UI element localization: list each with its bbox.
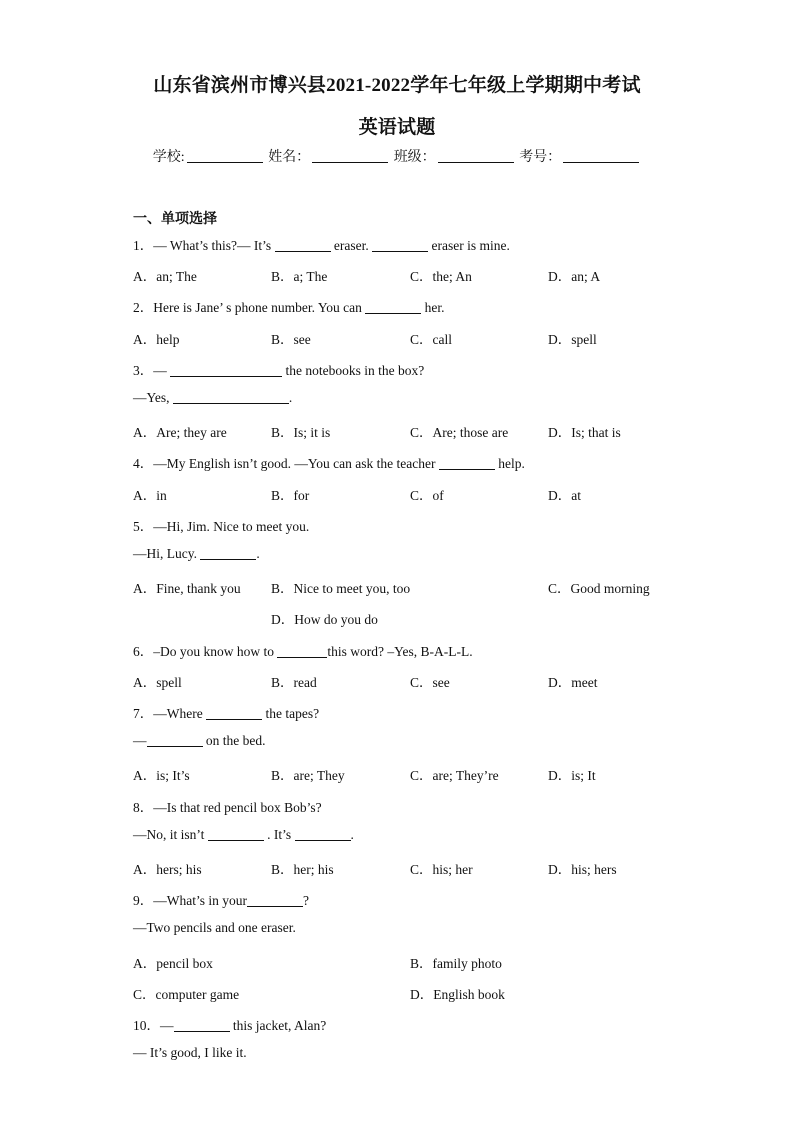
q1-option-d[interactable]: D．an; A (548, 269, 601, 284)
stem-text: this word? –Yes, B-A-L-L. (327, 644, 473, 659)
exam-number-blank[interactable] (563, 148, 639, 163)
q6-option-c[interactable]: C．see (410, 675, 450, 690)
q3-option-c[interactable]: C．Are; those are (410, 425, 509, 440)
question-5-stem: 5．—Hi, Jim. Nice to meet you. (133, 519, 310, 534)
question-9-stem (133, 889, 309, 909)
stem-text: —No, it isn’t (133, 827, 208, 842)
q7-option-c[interactable]: C．are; They’re (410, 768, 499, 783)
question-3-response (133, 390, 292, 406)
answer-blank (206, 707, 262, 720)
stem-text: . (288, 390, 293, 405)
school-blank[interactable] (187, 148, 263, 163)
question-9-response: —Two pencils and one eraser. (133, 920, 296, 935)
stem-text: . It’s (263, 827, 295, 842)
stem-text: 3．— (133, 363, 171, 378)
q6-option-d[interactable]: D．meet (548, 675, 598, 690)
stem-text: her. (421, 300, 445, 315)
answer-blank (173, 391, 289, 404)
stem-text: eraser is mine. (428, 238, 510, 253)
stem-text: 2．Here is Jane’ s phone number. You can (133, 300, 366, 315)
q4-option-b[interactable]: B．for (271, 488, 310, 503)
question-5-response (133, 546, 260, 562)
stem-text: ? (303, 893, 309, 908)
q1-option-c[interactable]: C．the; An (410, 269, 472, 284)
answer-blank (200, 547, 256, 560)
answer-blank (365, 301, 421, 314)
stem-text: —Hi, Lucy. (133, 546, 201, 561)
question-7-stem (133, 702, 319, 722)
answer-blank (147, 734, 203, 747)
question-4-stem (133, 452, 525, 472)
q8-option-a[interactable]: A．hers; his (133, 862, 202, 877)
q1-option-b[interactable]: B．a; The (271, 269, 328, 284)
q8-option-c[interactable]: C．his; her (410, 862, 473, 877)
answer-blank (372, 239, 428, 252)
stem-text: the notebooks in the box? (282, 363, 425, 378)
q2-option-d[interactable]: D．spell (548, 332, 597, 347)
q8-option-d[interactable]: D．his; hers (548, 862, 617, 877)
student-info-row (0, 146, 794, 166)
q5-option-c[interactable]: C．Good morning (548, 581, 650, 596)
stem-text: 1．— What’s this?— It’s (133, 238, 275, 253)
class-blank[interactable] (438, 148, 514, 163)
q5-option-a[interactable]: A．Fine, thank you (133, 581, 241, 596)
stem-text: . (256, 546, 260, 561)
question-8-response (133, 827, 354, 843)
question-2-stem (133, 296, 444, 316)
q9-option-b[interactable]: B．family photo (410, 956, 502, 971)
question-8-stem: 8．—Is that red pencil box Bob’s? (133, 800, 322, 815)
stem-text: the tapes? (262, 706, 320, 721)
q7-option-d[interactable]: D．is; It (548, 768, 596, 783)
question-7-response (133, 733, 266, 749)
stem-text: — (133, 733, 147, 748)
q7-option-a[interactable]: A．is; It’s (133, 768, 190, 783)
q9-option-d[interactable]: D．English book (410, 987, 505, 1002)
question-3-stem (133, 359, 424, 379)
q5-option-b[interactable]: B．Nice to meet you, too (271, 581, 411, 596)
q6-option-a[interactable]: A．spell (133, 675, 182, 690)
question-10-stem (133, 1014, 326, 1034)
answer-blank (247, 894, 303, 907)
stem-text: on the bed. (202, 733, 266, 748)
q9-option-a[interactable]: A．pencil box (133, 956, 213, 971)
name-blank[interactable] (312, 148, 388, 163)
question-1-stem (133, 234, 510, 254)
stem-text: eraser. (330, 238, 373, 253)
q3-option-a[interactable]: A．Are; they are (133, 425, 227, 440)
answer-blank (208, 828, 264, 841)
q3-option-b[interactable]: B．Is; it is (271, 425, 331, 440)
answer-blank (174, 1019, 230, 1032)
question-6-stem (133, 640, 473, 660)
exam-subtitle: 英语试题 (358, 117, 436, 138)
stem-text: . (350, 827, 354, 842)
stem-text: 4．—My English isn’t good. —You can ask the teacher (133, 456, 439, 471)
stem-text: 10．— (133, 1018, 174, 1033)
stem-text: 9．—What’s in your (133, 893, 247, 908)
name-label: 姓名： (268, 150, 311, 165)
q6-option-b[interactable]: B．read (271, 675, 317, 690)
stem-text: 7．—Where (133, 706, 207, 721)
school-label: 学校: (152, 150, 185, 165)
q8-option-b[interactable]: B．her; his (271, 862, 334, 877)
q9-option-c[interactable]: C．computer game (133, 987, 240, 1002)
answer-blank (170, 364, 282, 377)
q4-option-d[interactable]: D．at (548, 488, 581, 503)
q5-option-d[interactable]: D．How do you do (271, 612, 378, 627)
stem-text: —Yes, (133, 390, 173, 405)
question-10-response: — It’s good, I like it. (133, 1045, 247, 1060)
q3-option-d[interactable]: D．Is; that is (548, 425, 621, 440)
answer-blank (439, 457, 495, 470)
answer-blank (295, 828, 351, 841)
stem-text: help. (494, 456, 525, 471)
q2-option-b[interactable]: B．see (271, 332, 311, 347)
section-title: 一、单项选择 (133, 212, 217, 227)
q4-option-c[interactable]: C．of (410, 488, 444, 503)
exam-title: 山东省滨州市博兴县2021-2022学年七年级上学期期中考试 (153, 75, 641, 96)
stem-text: 6．–Do you know how to (133, 644, 278, 659)
q2-option-a[interactable]: A．help (133, 332, 180, 347)
answer-blank (277, 645, 327, 658)
answer-blank (275, 239, 331, 252)
q1-option-a[interactable]: A．an; The (133, 269, 197, 284)
class-label: 班级： (393, 150, 436, 165)
q4-option-a[interactable]: A．in (133, 488, 167, 503)
q2-option-c[interactable]: C．call (410, 332, 452, 347)
stem-text: this jacket, Alan? (229, 1018, 327, 1033)
exam-number-label: 考号： (519, 150, 562, 165)
q7-option-b[interactable]: B．are; They (271, 768, 345, 783)
